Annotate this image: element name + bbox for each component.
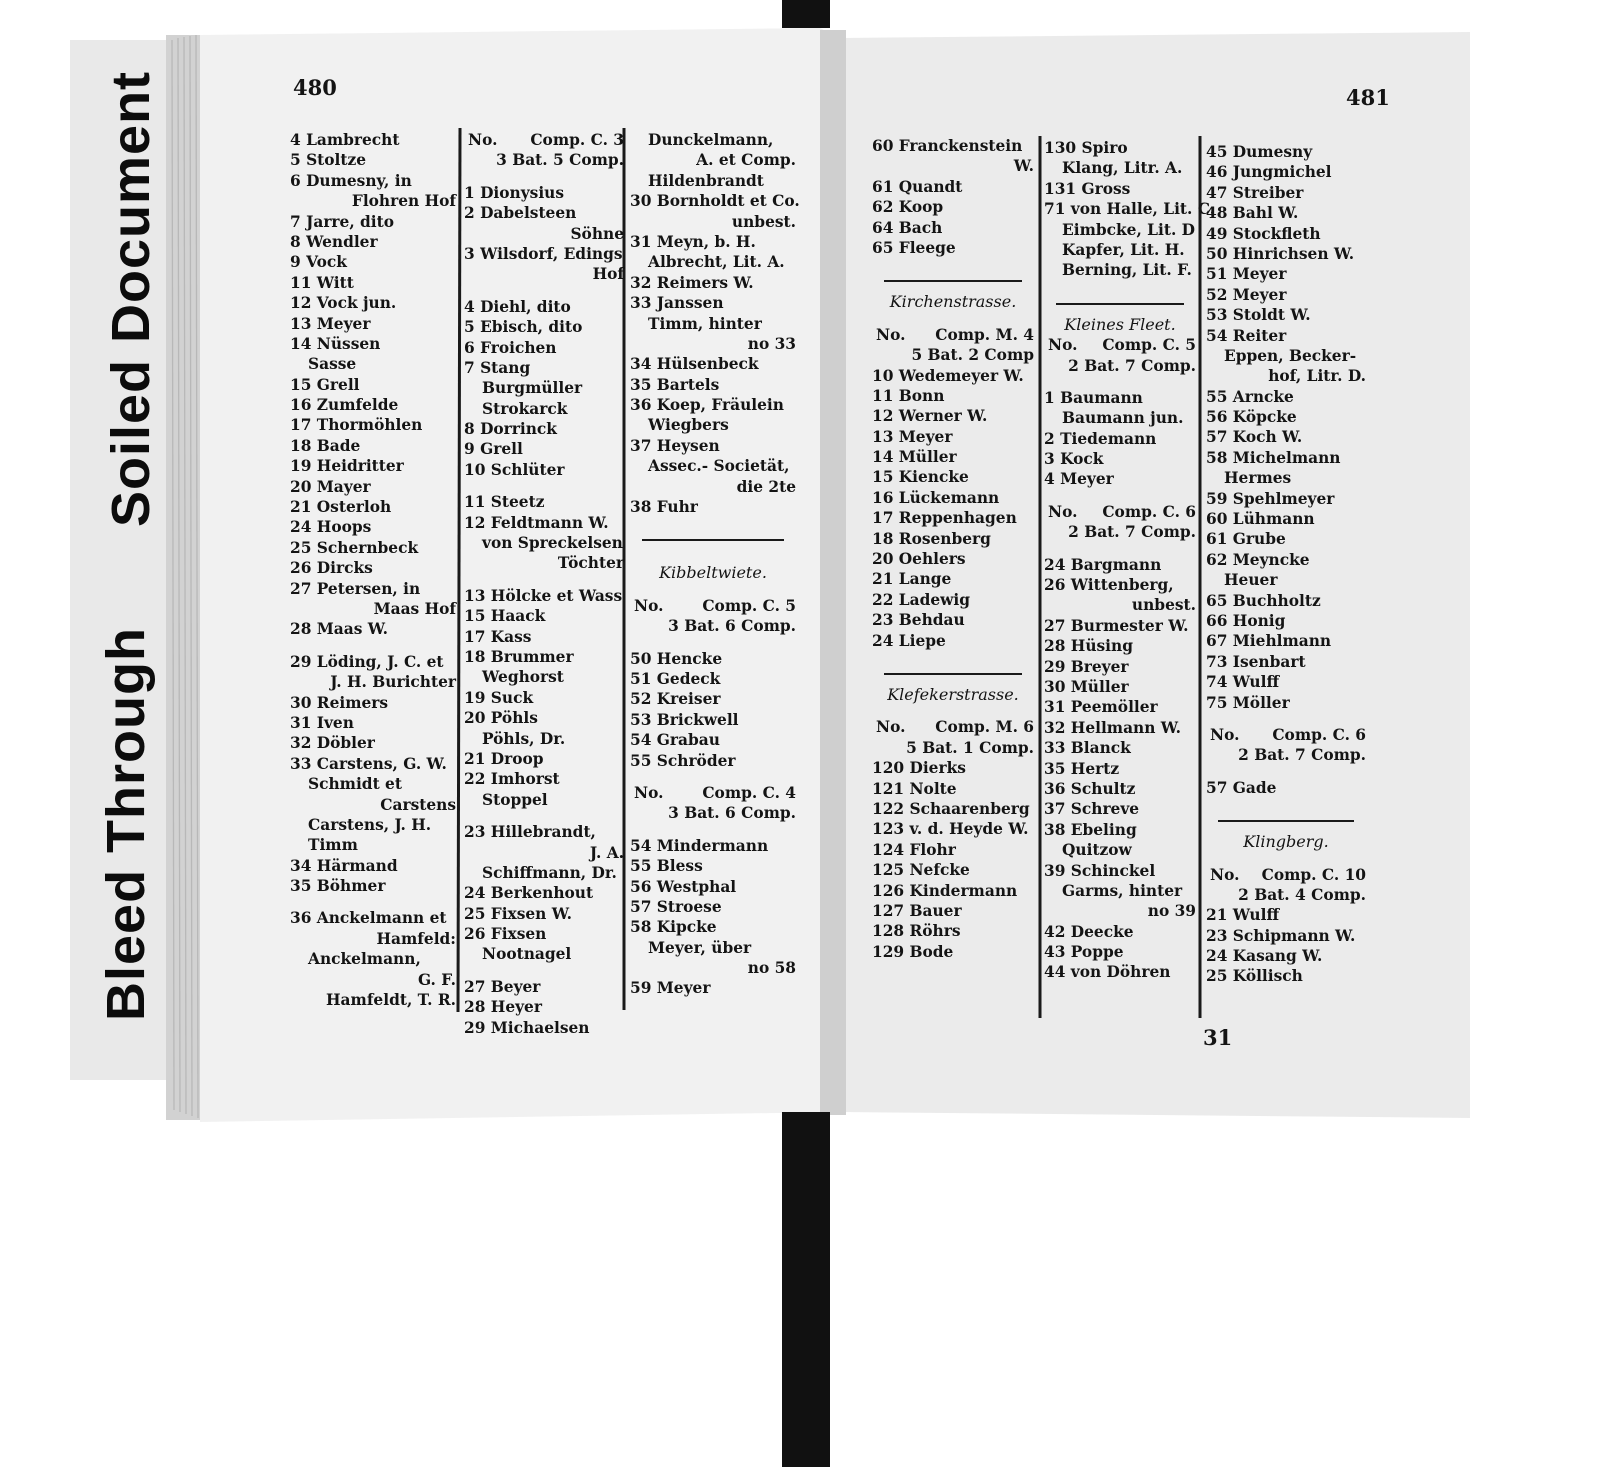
number-column-label: No. (1210, 725, 1240, 744)
resident-entry: 26 Fixsen (464, 925, 547, 944)
resident-entry: 5 Stoltze (290, 151, 367, 170)
resident-entry: 15 Grell (290, 375, 360, 394)
resident-entry: 1 Baumann (1044, 388, 1143, 407)
resident-entry: 19 Heidritter (290, 457, 404, 476)
resident-continuation: J. H. Burichter (330, 673, 456, 692)
resident-continuation: J. A. (589, 843, 624, 862)
resident-entry: 55 Schröder (630, 751, 736, 770)
spacer (872, 313, 1034, 325)
resident-entry: 3 Wilsdorf, Edings (464, 244, 623, 263)
company-label: Comp. C. 5 (1102, 336, 1196, 355)
resident-entry: 28 Heyer (464, 998, 542, 1017)
resident-entry: 121 Nolte (872, 779, 957, 798)
resident-entry: 16 Zumfelde (290, 396, 399, 415)
resident-continuation: Meyer, über (648, 938, 752, 957)
resident-entry: 43 Poppe (1044, 943, 1124, 962)
spacer (1044, 281, 1196, 293)
resident-entry: 31 Meyn, b. H. (630, 232, 756, 251)
resident-entry: 18 Rosenberg (872, 529, 991, 548)
resident-entry: 53 Stoldt W. (1206, 306, 1311, 325)
spacer (464, 965, 624, 977)
resident-entry: 22 Imhorst (464, 770, 560, 789)
company-label: Comp. C. 6 (1102, 502, 1196, 521)
resident-entry: 4 Diehl, dito (464, 297, 571, 316)
resident-entry: 20 Pöhls (464, 709, 538, 728)
resident-entry: 18 Bade (290, 436, 361, 455)
resident-continuation: no 33 (747, 334, 796, 353)
resident-entry: 61 Grube (1206, 530, 1286, 549)
resident-entry: 9 Vock (290, 253, 347, 272)
spacer (630, 517, 796, 529)
resident-continuation: Heuer (1224, 571, 1278, 590)
top-bookmark (782, 0, 830, 28)
resident-entry: 30 Reimers (290, 693, 389, 712)
resident-entry: 51 Gedeck (630, 669, 721, 688)
resident-continuation: Assec.- Societät, (648, 457, 790, 476)
company-header (630, 596, 796, 616)
resident-entry: 20 Mayer (290, 477, 371, 496)
resident-entry: 28 Hüsing (1044, 637, 1133, 656)
company-header (1206, 725, 1366, 745)
battalion-label: 2 Bat. 7 Comp. (1068, 356, 1196, 375)
company-label: Comp. C. 5 (702, 596, 796, 615)
resident-entry: 71 von Halle, Lit. C. (1044, 200, 1216, 219)
directory-column-2 (464, 130, 624, 1038)
resident-entry: 61 Quandt (872, 177, 963, 196)
resident-entry: 33 Blanck (1044, 739, 1131, 758)
resident-entry: 129 Bode (872, 942, 954, 961)
street-heading: Kleines Fleet. (1064, 314, 1176, 334)
company-label: Comp. C. 4 (702, 783, 796, 802)
number-column-label: No. (468, 131, 498, 149)
resident-entry: 7 Jarre, dito (290, 212, 395, 231)
resident-continuation: Carstens, J. H. (308, 815, 432, 834)
spacer (464, 574, 624, 586)
resident-entry: 42 Deecke (1044, 922, 1134, 941)
signature-mark: 31 (1203, 1025, 1233, 1050)
resident-entry: 31 Peemöller (1044, 698, 1158, 717)
resident-entry: 55 Bless (630, 857, 703, 876)
resident-entry: 14 Müller (872, 448, 957, 467)
resident-entry: 26 Wittenberg, (1044, 576, 1174, 595)
bottom-bookmark (782, 1112, 830, 1467)
battalion-label: 3 Bat. 5 Comp. (496, 151, 624, 170)
resident-continuation: Schiffmann, Dr. (482, 863, 617, 882)
resident-entry: 13 Hölcke et Wass (464, 586, 623, 605)
resident-entry: 17 Reppenhagen (872, 509, 1017, 528)
resident-entry: 9 Grell (464, 440, 523, 459)
resident-entry: 15 Haack (464, 607, 546, 626)
resident-continuation: Hermes (1224, 469, 1292, 488)
resident-continuation: Baumann jun. (1062, 409, 1184, 428)
resident-entry: 126 Kindermann (872, 881, 1018, 900)
resident-entry: 10 Schlüter (464, 460, 565, 479)
company-label: Comp. C. 10 (1261, 865, 1366, 884)
resident-entry: 12 Vock jun. (290, 294, 397, 313)
book-spine (820, 30, 846, 1115)
resident-entry: 60 Lühmann (1206, 510, 1315, 529)
resident-entry: 33 Janssen (630, 294, 724, 313)
resident-continuation: Weghorst (482, 668, 564, 687)
resident-entry: 62 Meyncke (1206, 550, 1310, 569)
spacer (464, 810, 624, 822)
section-rule (1206, 810, 1366, 832)
resident-entry: 122 Schaarenberg (872, 799, 1030, 818)
resident-entry: 131 Gross (1044, 179, 1131, 198)
resident-entry: 130 Spiro (1044, 139, 1128, 157)
resident-entry: 75 Möller (1206, 693, 1290, 712)
resident-entry: 37 Heysen (630, 436, 720, 455)
spacer (464, 480, 624, 492)
resident-entry: 18 Brummer (464, 647, 574, 666)
resident-entry: 54 Reiter (1206, 326, 1287, 345)
resident-entry: 13 Meyer (290, 314, 371, 333)
resident-continuation: no 58 (747, 959, 796, 978)
resident-entry: 24 Berkenhout (464, 884, 594, 903)
battalion-label: 3 Bat. 6 Comp. (668, 804, 796, 823)
resident-entry: 124 Flohr (872, 840, 956, 859)
spacer (290, 640, 456, 652)
resident-entry: 62 Koop (872, 198, 944, 217)
spacer (872, 651, 1034, 663)
resident-continuation: Anckelmann, (308, 950, 421, 969)
resident-entry: 25 Schernbeck (290, 538, 419, 557)
section-rule (630, 529, 796, 551)
resident-entry: 74 Wulff (1206, 673, 1280, 692)
resident-entry: 49 Stockfleth (1206, 224, 1321, 243)
resident-entry: 11 Steetz (464, 493, 545, 512)
resident-entry: 24 Liepe (872, 631, 946, 650)
section-rule (1044, 293, 1196, 315)
resident-continuation: Dunckelmann, (648, 131, 774, 149)
directory-column-4 (872, 136, 1034, 962)
resident-entry: 4 Meyer (1044, 470, 1114, 489)
resident-entry: 27 Petersen, in (290, 579, 421, 598)
resident-entry: 25 Fixsen W. (464, 904, 572, 923)
spacer (630, 824, 796, 836)
resident-entry: 65 Buchholtz (1206, 591, 1321, 610)
resident-entry: 27 Beyer (464, 977, 541, 996)
resident-entry: 57 Gade (1206, 778, 1277, 797)
resident-continuation: unbest. (1131, 596, 1196, 615)
resident-entry: 46 Jungmichel (1206, 163, 1332, 182)
resident-entry: 29 Michaelsen (464, 1018, 590, 1037)
number-column-label: No. (634, 596, 664, 615)
resident-entry: 4 Lambrecht (290, 131, 400, 149)
company-header (1044, 502, 1196, 522)
resident-entry: 32 Hellmann W. (1044, 718, 1182, 737)
resident-continuation: hof, Litr. D. (1268, 367, 1366, 386)
resident-entry: 52 Kreiser (630, 690, 721, 709)
resident-entry: 47 Streiber (1206, 183, 1304, 202)
resident-entry: 27 Burmester W. (1044, 616, 1189, 635)
resident-entry: 54 Mindermann (630, 836, 769, 855)
resident-continuation: Hildenbrandt (648, 171, 764, 190)
resident-entry: 22 Ladewig (872, 590, 970, 609)
number-column-label: No. (876, 718, 906, 737)
resident-continuation: Maas Hof (373, 599, 456, 618)
resident-entry: 32 Döbler (290, 734, 375, 753)
company-header (872, 717, 1034, 737)
resident-entry: 39 Schinckel (1044, 861, 1156, 880)
resident-continuation: Klang, Litr. A. (1062, 159, 1183, 178)
resident-continuation: Schmidt et (308, 775, 402, 794)
resident-entry: 56 Westphal (630, 877, 737, 896)
resident-entry: 66 Honig (1206, 611, 1286, 630)
resident-entry: 24 Kasang W. (1206, 947, 1323, 966)
resident-entry: 57 Stroese (630, 897, 722, 916)
number-column-label: No. (1048, 502, 1078, 521)
resident-entry: 36 Anckelmann et (290, 909, 447, 928)
company-header (630, 783, 796, 803)
resident-entry: 15 Kiencke (872, 468, 969, 487)
resident-continuation: von Spreckelsen (482, 534, 623, 553)
resident-continuation: Pöhls, Dr. (482, 729, 566, 748)
company-label: Comp. M. 6 (935, 718, 1034, 737)
resident-entry: 21 Osterloh (290, 498, 392, 517)
resident-entry: 28 Maas W. (290, 620, 389, 639)
spacer (1206, 853, 1366, 865)
resident-continuation: Quitzow (1062, 841, 1132, 860)
resident-entry: 6 Dumesny, in (290, 171, 412, 190)
spacer (1206, 766, 1366, 778)
resident-entry: 37 Schreve (1044, 800, 1140, 819)
spacer (464, 171, 624, 183)
spacer (872, 258, 1034, 270)
resident-continuation: W. (1013, 157, 1034, 176)
resident-entry: 67 Miehlmann (1206, 632, 1332, 651)
spacer (630, 771, 796, 783)
spacer (1044, 490, 1196, 502)
street-heading: Kirchenstrasse. (889, 292, 1017, 312)
resident-entry: 30 Müller (1044, 677, 1129, 696)
resident-entry: 58 Michelmann (1206, 448, 1341, 467)
resident-continuation: Nootnagel (482, 945, 572, 964)
resident-continuation: A. et Comp. (696, 151, 796, 170)
spacer (630, 551, 796, 563)
resident-entry: 32 Reimers W. (630, 273, 754, 292)
resident-entry: 3 Kock (1044, 450, 1104, 469)
spacer (630, 637, 796, 649)
spacer (630, 584, 796, 596)
resident-entry: 50 Hinrichsen W. (1206, 244, 1355, 263)
resident-continuation: Burgmüller (482, 379, 583, 398)
resident-entry: 38 Ebeling (1044, 820, 1137, 839)
bleed-through-label: Bleed Through (96, 627, 156, 1021)
resident-continuation: no 39 (1147, 902, 1196, 921)
company-header (1206, 865, 1366, 885)
soiled-document-label: Soiled Document (101, 70, 161, 527)
spacer (464, 285, 624, 297)
spacer (290, 896, 456, 908)
section-rule (872, 270, 1034, 292)
resident-entry: 34 Härmand (290, 856, 398, 875)
resident-entry: 59 Meyer (630, 979, 711, 998)
resident-entry: 21 Droop (464, 749, 544, 768)
battalion-label: 5 Bat. 2 Comp (911, 346, 1034, 365)
company-header (872, 325, 1034, 345)
resident-entry: 8 Wendler (290, 232, 378, 251)
resident-continuation: Söhne (570, 224, 624, 243)
battalion-label: 5 Bat. 1 Comp. (906, 738, 1034, 757)
resident-continuation: Berning, Lit. F. (1062, 261, 1192, 280)
resident-entry: 48 Bahl W. (1206, 204, 1299, 223)
resident-entry: 29 Breyer (1044, 657, 1129, 676)
resident-continuation: Hamfeld: (376, 929, 456, 948)
directory-column-3 (630, 130, 800, 999)
resident-entry: 120 Dierks (872, 759, 966, 778)
resident-continuation: Flohren Hof (351, 192, 456, 211)
resident-entry: 17 Thormöhlen (290, 416, 423, 435)
resident-entry: 52 Meyer (1206, 285, 1287, 304)
spacer (872, 705, 1034, 717)
street-heading: Klefekerstrasse. (887, 684, 1019, 704)
resident-continuation: Strokarck (482, 399, 568, 418)
resident-entry: 128 Röhrs (872, 922, 961, 941)
number-column-label: No. (1048, 336, 1078, 355)
resident-continuation: Eimbcke, Lit. D (1062, 220, 1196, 239)
page-number-left: 480 (293, 75, 337, 100)
resident-entry: 36 Koep, Fräulein (630, 396, 784, 415)
resident-entry: 30 Bornholdt et Co. (630, 192, 800, 211)
resident-entry: 55 Arncke (1206, 387, 1294, 406)
resident-entry: 20 Oehlers (872, 550, 966, 569)
resident-entry: 12 Feldtmann W. (464, 513, 609, 532)
directory-column-6 (1206, 142, 1366, 987)
resident-entry: 33 Carstens, G. W. (290, 754, 447, 773)
resident-entry: 24 Bargmann (1044, 555, 1162, 574)
resident-continuation: Stoppel (482, 790, 548, 809)
resident-entry: 8 Dorrinck (464, 420, 557, 439)
resident-entry: 58 Kipcke (630, 918, 717, 937)
resident-entry: 125 Nefcke (872, 861, 970, 880)
resident-entry: 14 Nüssen (290, 334, 381, 353)
resident-entry: 35 Bartels (630, 375, 720, 394)
resident-entry: 56 Köpcke (1206, 408, 1297, 427)
resident-entry: 7 Stang (464, 358, 531, 377)
page-number-right: 481 (1346, 85, 1390, 110)
resident-entry: 127 Bauer (872, 901, 962, 920)
resident-continuation: Kapfer, Lit. H. (1062, 240, 1185, 259)
resident-entry: 24 Hoops (290, 518, 372, 537)
resident-entry: 19 Suck (464, 688, 534, 707)
spacer (1206, 798, 1366, 810)
resident-entry: 31 Iven (290, 713, 354, 732)
company-label: Comp. C. 6 (1272, 725, 1366, 744)
resident-entry: 25 Köllisch (1206, 967, 1303, 986)
resident-continuation: Garms, hinter (1062, 881, 1183, 900)
resident-entry: 1 Dionysius (464, 183, 565, 202)
resident-entry: 23 Hillebrandt, (464, 823, 596, 842)
directory-column-5 (1044, 138, 1216, 983)
company-header (1044, 335, 1196, 355)
resident-entry: 26 Dircks (290, 559, 373, 578)
resident-entry: 2 Tiedemann (1044, 429, 1157, 448)
resident-entry: 6 Froichen (464, 338, 557, 357)
resident-continuation: Timm, hinter (648, 314, 762, 333)
resident-entry: 59 Spehlmeyer (1206, 489, 1335, 508)
resident-continuation: G. F. (417, 970, 456, 989)
resident-continuation: Carstens (380, 795, 456, 814)
battalion-label: 3 Bat. 6 Comp. (668, 617, 796, 636)
company-header (464, 130, 624, 150)
resident-entry: 11 Bonn (872, 386, 945, 405)
resident-entry: 16 Lückemann (872, 488, 1000, 507)
resident-entry: 53 Brickwell (630, 710, 739, 729)
resident-continuation: Wiegbers (648, 416, 729, 435)
resident-entry: 5 Ebisch, dito (464, 318, 583, 337)
resident-entry: 54 Grabau (630, 731, 720, 750)
resident-entry: 13 Meyer (872, 427, 953, 446)
spacer (1044, 543, 1196, 555)
number-column-label: No. (634, 783, 664, 802)
directory-column-1 (290, 130, 456, 1010)
resident-entry: 29 Löding, J. C. et (290, 652, 444, 671)
resident-entry: 57 Koch W. (1206, 428, 1303, 447)
resident-entry: 73 Isenbart (1206, 652, 1306, 671)
resident-entry: 123 v. d. Heyde W. (872, 820, 1029, 839)
number-column-label: No. (1210, 865, 1240, 884)
number-column-label: No. (876, 325, 906, 344)
resident-entry: 36 Schultz (1044, 779, 1136, 798)
resident-entry: 23 Behdau (872, 611, 965, 630)
company-label: Comp. C. 3 (530, 131, 624, 149)
resident-entry: 44 von Döhren (1044, 963, 1171, 982)
resident-entry: 2 Dabelsteen (464, 204, 577, 223)
section-rule (872, 663, 1034, 685)
resident-entry: 35 Böhmer (290, 877, 386, 896)
resident-continuation: Albrecht, Lit. A. (648, 253, 785, 272)
resident-entry: 60 Franckenstein (872, 137, 1023, 155)
resident-entry: 10 Wedemeyer W. (872, 366, 1024, 385)
spacer (1044, 376, 1196, 388)
resident-continuation: Timm (308, 836, 358, 855)
spacer (1206, 713, 1366, 725)
resident-continuation: Töchter (557, 554, 624, 573)
resident-entry: 65 Fleege (872, 238, 956, 257)
resident-continuation: Hof (592, 265, 624, 284)
resident-entry: 35 Hertz (1044, 759, 1120, 778)
resident-entry: 38 Fuhr (630, 498, 698, 517)
resident-entry: 45 Dumesny (1206, 143, 1313, 161)
resident-continuation: Hamfeldt, T. R. (326, 991, 456, 1010)
resident-entry: 21 Lange (872, 570, 952, 589)
resident-entry: 12 Werner W. (872, 407, 988, 426)
street-heading: Kibbeltwiete. (659, 563, 767, 583)
resident-continuation: die 2te (736, 477, 796, 496)
resident-entry: 64 Bach (872, 218, 943, 237)
resident-entry: 23 Schipmann W. (1206, 926, 1356, 945)
resident-entry: 21 Wulff (1206, 906, 1280, 925)
resident-entry: 51 Meyer (1206, 265, 1287, 284)
resident-entry: 34 Hülsenbeck (630, 355, 759, 374)
battalion-label: 2 Bat. 4 Comp. (1238, 885, 1366, 904)
battalion-label: 2 Bat. 7 Comp. (1068, 523, 1196, 542)
battalion-label: 2 Bat. 7 Comp. (1238, 746, 1366, 765)
resident-entry: 50 Hencke (630, 649, 723, 668)
resident-entry: 11 Witt (290, 273, 354, 292)
resident-continuation: unbest. (731, 212, 796, 231)
resident-continuation: Eppen, Becker- (1224, 346, 1357, 365)
company-label: Comp. M. 4 (935, 325, 1034, 344)
resident-entry: 17 Kass (464, 627, 532, 646)
street-heading: Klingberg. (1243, 832, 1329, 852)
resident-continuation: Sasse (308, 355, 357, 374)
